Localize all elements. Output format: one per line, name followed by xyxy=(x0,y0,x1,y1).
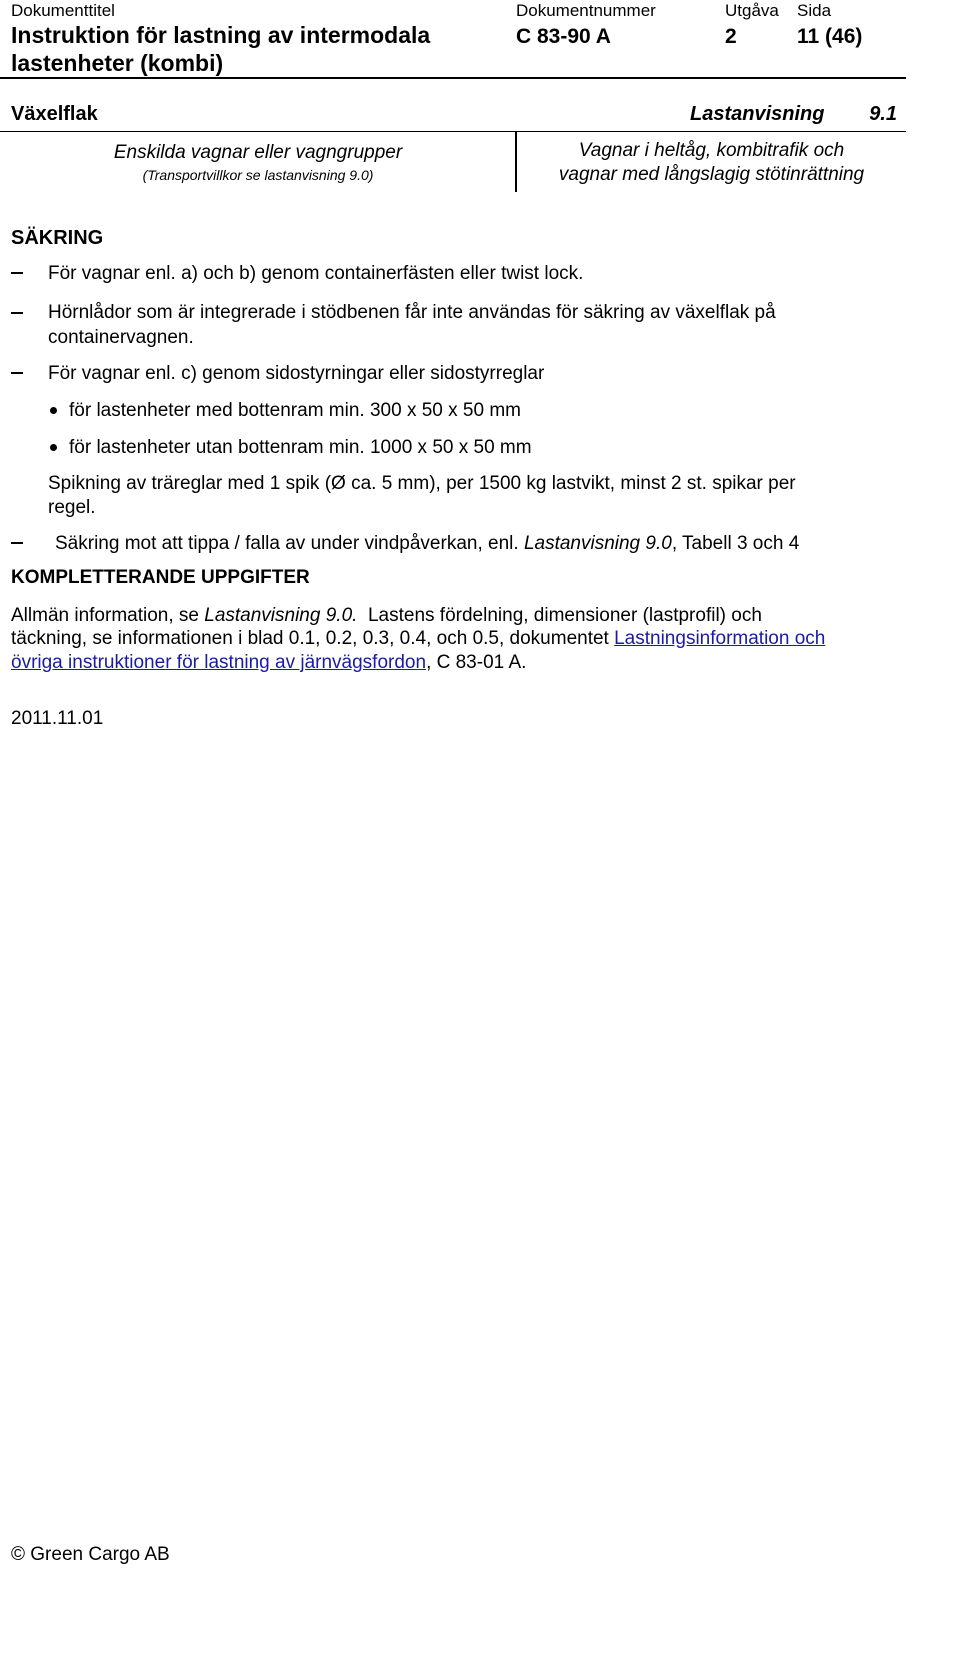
edition-value: 2 xyxy=(725,25,737,48)
komplett-line3-tail: , C 83-01 A. xyxy=(426,652,527,673)
bullet-icon xyxy=(50,444,57,451)
left-column-title: Enskilda vagnar eller vagngrupper xyxy=(113,142,403,163)
dash-icon xyxy=(11,312,23,314)
komplett-line1 xyxy=(11,603,762,628)
footer-copyright: © Green Cargo AB xyxy=(11,1544,170,1565)
komplett-line2-text: täckning, se informationen i blad 0.1, 0.2, 0.3, 0.4, och 0.5, dokumentet xyxy=(11,628,615,649)
item4-tail: , Tabell 3 och 4 xyxy=(671,533,800,554)
sakring-bullet-1: för lastenheter med bottenram min. 300 x 50 x 50 mm xyxy=(69,400,521,421)
sakring-item-1: För vagnar enl. a) och b) genom containerfästen eller twist lock. xyxy=(48,263,584,284)
page-value: 11 (46) xyxy=(797,25,863,48)
komplett-line1-ref: Lastanvisning 9.0. xyxy=(204,605,358,626)
sakring-item-2-line1: Hörnlådor som är integrerade i stödbenen får inte användas för säkring av växelflak på xyxy=(48,302,776,323)
section-ref-number: 9.1 xyxy=(869,103,897,125)
doc-title-label: Dokumenttitel xyxy=(11,1,115,20)
page-label: Sida xyxy=(797,1,832,20)
section-title: Växelflak xyxy=(11,103,98,125)
dash-icon xyxy=(11,542,23,544)
section-divider xyxy=(0,131,906,132)
sakring-item-3: För vagnar enl. c) genom sidostyrningar eller sidostyrreglar xyxy=(48,363,545,384)
komplett-line1-tail: Lastens fördelning, dimensioner (lastprofil) och xyxy=(357,605,762,626)
dash-icon xyxy=(11,372,23,374)
sakring-item-4 xyxy=(55,531,799,556)
komplett-line2 xyxy=(11,626,825,651)
bullet-icon xyxy=(50,407,57,414)
right-column-subtitle: vagnar med långslagig stötinrättning xyxy=(558,164,865,185)
section-ref-label: Lastanvisning xyxy=(690,103,825,125)
doc-title-line1: Instruktion för lastning av intermodala xyxy=(11,22,431,48)
edition-label: Utgåva xyxy=(725,1,779,20)
komplett-heading: KOMPLETTERANDE UPPGIFTER xyxy=(11,567,310,588)
spikning-line1: Spikning av träreglar med 1 spik (Ø ca. 5 mm), per 1500 kg lastvikt, minst 2 st. spikar per xyxy=(48,473,796,494)
doc-number-label: Dokumentnummer xyxy=(516,1,656,20)
item4-ref: Lastanvisning 9.0 xyxy=(523,533,672,554)
lastningsinformation-link[interactable]: Lastningsinformation och xyxy=(614,628,826,649)
left-column-subtitle: (Transportvillkor se lastanvisning 9.0) xyxy=(142,167,374,183)
lastningsinformation-link-cont[interactable]: övriga instruktioner för lastning av järnvägsfordon xyxy=(11,652,427,673)
spikning-line2: regel. xyxy=(48,497,96,518)
header-divider xyxy=(0,77,906,79)
right-column-title: Vagnar i heltåg, kombitrafik och xyxy=(578,140,845,161)
komplett-line1-text: Allmän information, se xyxy=(11,605,205,626)
sakring-heading: SÄKRING xyxy=(11,227,104,249)
sakring-bullet-2: för lastenheter utan bottenram min. 1000 x 50 x 50 mm xyxy=(69,437,532,458)
item4-text: Säkring mot att tippa / falla av under vindpåverkan, enl. xyxy=(55,533,524,554)
doc-number-value: C 83-90 A xyxy=(516,25,611,48)
sakring-item-2-line2: containervagnen. xyxy=(48,327,194,348)
document-date: 2011.11.01 xyxy=(11,708,104,729)
doc-title-line2: lastenheter (kombi) xyxy=(11,50,224,76)
komplett-line3 xyxy=(11,650,526,675)
dash-icon xyxy=(11,272,23,274)
